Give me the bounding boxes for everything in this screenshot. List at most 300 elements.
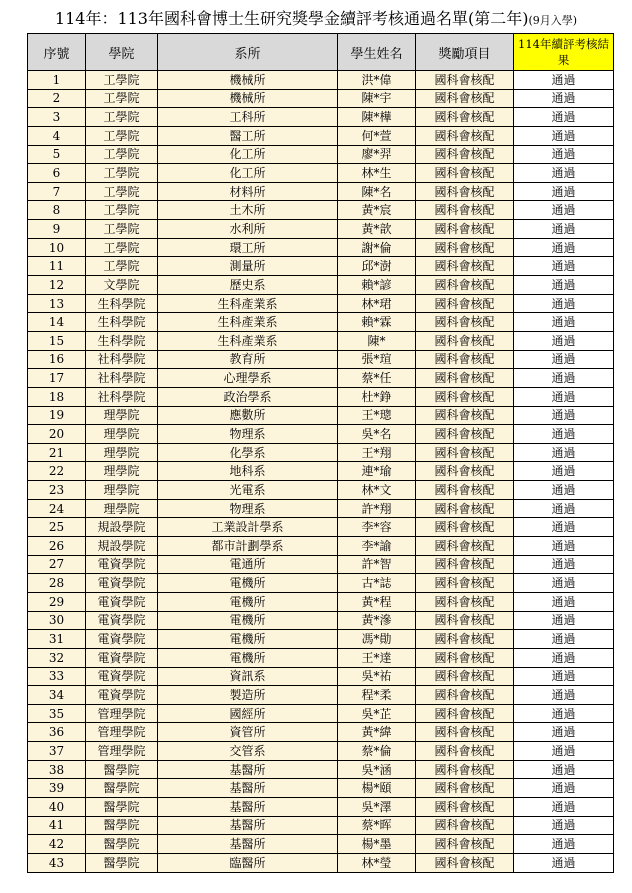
cell-no: 31 <box>28 630 86 649</box>
table-row <box>28 499 614 518</box>
cell-award: 國科會核配 <box>416 238 514 257</box>
cell-award: 國科會核配 <box>416 835 514 854</box>
cell-result: 通過 <box>514 574 614 593</box>
cell-no: 27 <box>28 555 86 574</box>
cell-college: 工學院 <box>86 238 158 257</box>
cell-award: 國科會核配 <box>416 443 514 462</box>
cell-dept: 生科產業系 <box>158 331 338 350</box>
cell-award: 國科會核配 <box>416 387 514 406</box>
cell-award: 國科會核配 <box>416 276 514 295</box>
cell-dept: 電機所 <box>158 630 338 649</box>
cell-award: 國科會核配 <box>416 406 514 425</box>
cell-no: 22 <box>28 462 86 481</box>
table-row <box>28 760 614 779</box>
table-row <box>28 369 614 388</box>
cell-result: 通過 <box>514 742 614 761</box>
cell-result: 通過 <box>514 331 614 350</box>
cell-result: 通過 <box>514 797 614 816</box>
table-row <box>28 518 614 537</box>
cell-dept: 化工所 <box>158 145 338 164</box>
table-row <box>28 294 614 313</box>
cell-college: 工學院 <box>86 108 158 127</box>
table-row <box>28 425 614 444</box>
cell-college: 工學院 <box>86 220 158 239</box>
cell-no: 35 <box>28 704 86 723</box>
cell-name: 林*文 <box>338 481 416 500</box>
cell-award: 國科會核配 <box>416 126 514 145</box>
table-row <box>28 182 614 201</box>
cell-result: 通過 <box>514 257 614 276</box>
cell-no: 2 <box>28 89 86 108</box>
cell-award: 國科會核配 <box>416 592 514 611</box>
cell-name: 林*珺 <box>338 294 416 313</box>
cell-college: 電資學院 <box>86 555 158 574</box>
cell-award: 國科會核配 <box>416 331 514 350</box>
cell-name: 張*瑄 <box>338 350 416 369</box>
cell-name: 林*瑩 <box>338 853 416 872</box>
cell-result: 通過 <box>514 387 614 406</box>
cell-result: 通過 <box>514 220 614 239</box>
cell-no: 17 <box>28 369 86 388</box>
table-row <box>28 406 614 425</box>
cell-name: 吳*芷 <box>338 704 416 723</box>
cell-college: 生科學院 <box>86 313 158 332</box>
cell-name: 林*生 <box>338 164 416 183</box>
cell-college: 醫學院 <box>86 816 158 835</box>
results-table <box>27 33 614 873</box>
cell-no: 42 <box>28 835 86 854</box>
cell-no: 13 <box>28 294 86 313</box>
header-no: 序號 <box>28 34 86 71</box>
cell-no: 20 <box>28 425 86 444</box>
header-name: 學生姓名 <box>338 34 416 71</box>
cell-dept: 基醫所 <box>158 779 338 798</box>
cell-no: 14 <box>28 313 86 332</box>
cell-no: 23 <box>28 481 86 500</box>
cell-award: 國科會核配 <box>416 611 514 630</box>
cell-dept: 材料所 <box>158 182 338 201</box>
table-row <box>28 108 614 127</box>
cell-no: 28 <box>28 574 86 593</box>
table-row <box>28 667 614 686</box>
cell-no: 36 <box>28 723 86 742</box>
cell-college: 規設學院 <box>86 537 158 556</box>
cell-name: 蔡*倫 <box>338 742 416 761</box>
cell-award: 國科會核配 <box>416 220 514 239</box>
cell-college: 理學院 <box>86 425 158 444</box>
table-row <box>28 797 614 816</box>
cell-no: 6 <box>28 164 86 183</box>
cell-dept: 基醫所 <box>158 816 338 835</box>
table-row <box>28 742 614 761</box>
cell-dept: 都市計劃學系 <box>158 537 338 556</box>
table-row <box>28 592 614 611</box>
cell-college: 電資學院 <box>86 667 158 686</box>
cell-dept: 工業設計學系 <box>158 518 338 537</box>
cell-dept: 光電系 <box>158 481 338 500</box>
cell-result: 通過 <box>514 406 614 425</box>
cell-award: 國科會核配 <box>416 779 514 798</box>
cell-dept: 教育所 <box>158 350 338 369</box>
cell-college: 社科學院 <box>86 350 158 369</box>
cell-no: 39 <box>28 779 86 798</box>
cell-award: 國科會核配 <box>416 350 514 369</box>
cell-result: 通過 <box>514 369 614 388</box>
cell-college: 規設學院 <box>86 518 158 537</box>
table-row <box>28 630 614 649</box>
cell-no: 1 <box>28 71 86 90</box>
cell-result: 通過 <box>514 835 614 854</box>
cell-dept: 基醫所 <box>158 760 338 779</box>
title-note: (9月入學) <box>528 14 578 27</box>
cell-award: 國科會核配 <box>416 145 514 164</box>
cell-dept: 環工所 <box>158 238 338 257</box>
cell-result: 通過 <box>514 145 614 164</box>
cell-award: 國科會核配 <box>416 686 514 705</box>
cell-college: 電資學院 <box>86 611 158 630</box>
cell-name: 李*諭 <box>338 537 416 556</box>
cell-no: 25 <box>28 518 86 537</box>
cell-name: 楊*墨 <box>338 835 416 854</box>
cell-dept: 機械所 <box>158 71 338 90</box>
cell-dept: 物理系 <box>158 499 338 518</box>
table-row <box>28 350 614 369</box>
cell-college: 醫學院 <box>86 779 158 798</box>
cell-name: 邱*澍 <box>338 257 416 276</box>
table-row <box>28 443 614 462</box>
cell-no: 10 <box>28 238 86 257</box>
cell-college: 管理學院 <box>86 742 158 761</box>
cell-result: 通過 <box>514 816 614 835</box>
cell-award: 國科會核配 <box>416 704 514 723</box>
cell-result: 通過 <box>514 630 614 649</box>
cell-result: 通過 <box>514 425 614 444</box>
header-dept: 系所 <box>158 34 338 71</box>
cell-college: 醫學院 <box>86 797 158 816</box>
cell-dept: 心理學系 <box>158 369 338 388</box>
cell-result: 通過 <box>514 313 614 332</box>
cell-result: 通過 <box>514 667 614 686</box>
cell-college: 電資學院 <box>86 630 158 649</box>
cell-dept: 物理系 <box>158 425 338 444</box>
cell-college: 文學院 <box>86 276 158 295</box>
cell-award: 國科會核配 <box>416 537 514 556</box>
cell-dept: 化工所 <box>158 164 338 183</box>
cell-dept: 臨醫所 <box>158 853 338 872</box>
header-college: 學院 <box>86 34 158 71</box>
cell-college: 工學院 <box>86 89 158 108</box>
cell-award: 國科會核配 <box>416 816 514 835</box>
table-row <box>28 686 614 705</box>
cell-award: 國科會核配 <box>416 723 514 742</box>
cell-no: 24 <box>28 499 86 518</box>
table-row <box>28 276 614 295</box>
cell-name: 杜*錚 <box>338 387 416 406</box>
cell-college: 工學院 <box>86 257 158 276</box>
cell-name: 陳* <box>338 331 416 350</box>
cell-award: 國科會核配 <box>416 648 514 667</box>
cell-result: 通過 <box>514 276 614 295</box>
cell-no: 32 <box>28 648 86 667</box>
cell-college: 電資學院 <box>86 648 158 667</box>
cell-college: 生科學院 <box>86 294 158 313</box>
table-row <box>28 611 614 630</box>
cell-name: 陳*宇 <box>338 89 416 108</box>
cell-college: 工學院 <box>86 126 158 145</box>
cell-no: 34 <box>28 686 86 705</box>
cell-no: 37 <box>28 742 86 761</box>
cell-result: 通過 <box>514 723 614 742</box>
table-row <box>28 145 614 164</box>
cell-result: 通過 <box>514 686 614 705</box>
cell-college: 生科學院 <box>86 331 158 350</box>
cell-award: 國科會核配 <box>416 462 514 481</box>
cell-dept: 資管所 <box>158 723 338 742</box>
cell-dept: 醫工所 <box>158 126 338 145</box>
cell-result: 通過 <box>514 71 614 90</box>
cell-result: 通過 <box>514 126 614 145</box>
cell-no: 43 <box>28 853 86 872</box>
table-header <box>28 34 614 71</box>
cell-dept: 化學系 <box>158 443 338 462</box>
cell-college: 工學院 <box>86 182 158 201</box>
cell-result: 通過 <box>514 108 614 127</box>
cell-award: 國科會核配 <box>416 797 514 816</box>
cell-college: 醫學院 <box>86 760 158 779</box>
cell-result: 通過 <box>514 611 614 630</box>
title-main: 114年：113年國科會博士生研究獎學金續評考核通過名單(第二年) <box>54 9 529 28</box>
cell-no: 19 <box>28 406 86 425</box>
cell-award: 國科會核配 <box>416 518 514 537</box>
cell-dept: 國經所 <box>158 704 338 723</box>
cell-dept: 測量所 <box>158 257 338 276</box>
cell-award: 國科會核配 <box>416 182 514 201</box>
cell-no: 4 <box>28 126 86 145</box>
cell-name: 吳*祐 <box>338 667 416 686</box>
cell-name: 黃*歆 <box>338 220 416 239</box>
cell-result: 通過 <box>514 238 614 257</box>
cell-college: 理學院 <box>86 443 158 462</box>
cell-college: 醫學院 <box>86 853 158 872</box>
cell-dept: 基醫所 <box>158 835 338 854</box>
cell-dept: 工科所 <box>158 108 338 127</box>
cell-dept: 應數所 <box>158 406 338 425</box>
cell-dept: 交管系 <box>158 742 338 761</box>
cell-no: 30 <box>28 611 86 630</box>
cell-no: 9 <box>28 220 86 239</box>
table-row <box>28 648 614 667</box>
cell-no: 33 <box>28 667 86 686</box>
cell-dept: 政治學系 <box>158 387 338 406</box>
table-row <box>28 238 614 257</box>
cell-result: 通過 <box>514 89 614 108</box>
cell-name: 程*柔 <box>338 686 416 705</box>
cell-no: 5 <box>28 145 86 164</box>
table-row <box>28 537 614 556</box>
cell-college: 社科學院 <box>86 387 158 406</box>
cell-result: 通過 <box>514 294 614 313</box>
cell-no: 26 <box>28 537 86 556</box>
cell-award: 國科會核配 <box>416 369 514 388</box>
cell-award: 國科會核配 <box>416 89 514 108</box>
table-row <box>28 816 614 835</box>
cell-college: 管理學院 <box>86 704 158 723</box>
cell-award: 國科會核配 <box>416 630 514 649</box>
table-row <box>28 387 614 406</box>
table-row <box>28 201 614 220</box>
cell-result: 通過 <box>514 499 614 518</box>
table-row <box>28 89 614 108</box>
cell-college: 電資學院 <box>86 686 158 705</box>
cell-result: 通過 <box>514 648 614 667</box>
cell-name: 楊*頤 <box>338 779 416 798</box>
cell-result: 通過 <box>514 481 614 500</box>
cell-award: 國科會核配 <box>416 742 514 761</box>
cell-dept: 基醫所 <box>158 797 338 816</box>
cell-no: 29 <box>28 592 86 611</box>
cell-name: 廖*羿 <box>338 145 416 164</box>
table-row <box>28 257 614 276</box>
cell-dept: 水利所 <box>158 220 338 239</box>
page-title <box>0 6 632 29</box>
cell-award: 國科會核配 <box>416 71 514 90</box>
cell-award: 國科會核配 <box>416 201 514 220</box>
cell-name: 黃*程 <box>338 592 416 611</box>
cell-award: 國科會核配 <box>416 499 514 518</box>
table-row <box>28 723 614 742</box>
cell-name: 陳*名 <box>338 182 416 201</box>
cell-no: 21 <box>28 443 86 462</box>
cell-no: 38 <box>28 760 86 779</box>
cell-result: 通過 <box>514 704 614 723</box>
cell-dept: 地科系 <box>158 462 338 481</box>
cell-name: 吳*澤 <box>338 797 416 816</box>
cell-name: 蔡*晖 <box>338 816 416 835</box>
cell-no: 18 <box>28 387 86 406</box>
table-row <box>28 331 614 350</box>
table-row <box>28 853 614 872</box>
cell-dept: 電機所 <box>158 574 338 593</box>
cell-dept: 電機所 <box>158 648 338 667</box>
cell-name: 黃*滲 <box>338 611 416 630</box>
table-row <box>28 574 614 593</box>
cell-name: 李*容 <box>338 518 416 537</box>
cell-college: 理學院 <box>86 462 158 481</box>
cell-result: 通過 <box>514 537 614 556</box>
cell-award: 國科會核配 <box>416 425 514 444</box>
cell-dept: 歷史系 <box>158 276 338 295</box>
cell-name: 吳*名 <box>338 425 416 444</box>
table-row <box>28 462 614 481</box>
table-row <box>28 779 614 798</box>
table-row <box>28 71 614 90</box>
cell-dept: 土木所 <box>158 201 338 220</box>
cell-college: 管理學院 <box>86 723 158 742</box>
cell-award: 國科會核配 <box>416 555 514 574</box>
cell-result: 通過 <box>514 350 614 369</box>
cell-dept: 電通所 <box>158 555 338 574</box>
cell-award: 國科會核配 <box>416 257 514 276</box>
table-row <box>28 704 614 723</box>
cell-name: 馮*勛 <box>338 630 416 649</box>
cell-name: 陳*樺 <box>338 108 416 127</box>
cell-name: 謝*倫 <box>338 238 416 257</box>
cell-name: 黃*緯 <box>338 723 416 742</box>
cell-dept: 生科產業系 <box>158 313 338 332</box>
cell-dept: 製造所 <box>158 686 338 705</box>
cell-name: 許*智 <box>338 555 416 574</box>
table-row <box>28 313 614 332</box>
cell-no: 3 <box>28 108 86 127</box>
cell-no: 12 <box>28 276 86 295</box>
cell-result: 通過 <box>514 779 614 798</box>
cell-result: 通過 <box>514 592 614 611</box>
table-row <box>28 481 614 500</box>
cell-no: 41 <box>28 816 86 835</box>
cell-award: 國科會核配 <box>416 294 514 313</box>
cell-no: 15 <box>28 331 86 350</box>
cell-dept: 生科產業系 <box>158 294 338 313</box>
cell-award: 國科會核配 <box>416 481 514 500</box>
cell-no: 8 <box>28 201 86 220</box>
cell-name: 連*瑜 <box>338 462 416 481</box>
cell-no: 7 <box>28 182 86 201</box>
cell-name: 王*達 <box>338 648 416 667</box>
cell-result: 通過 <box>514 518 614 537</box>
cell-no: 40 <box>28 797 86 816</box>
cell-award: 國科會核配 <box>416 760 514 779</box>
table-body <box>28 71 614 873</box>
cell-award: 國科會核配 <box>416 853 514 872</box>
cell-college: 理學院 <box>86 406 158 425</box>
cell-college: 電資學院 <box>86 574 158 593</box>
cell-result: 通過 <box>514 201 614 220</box>
cell-name: 蔡*任 <box>338 369 416 388</box>
cell-name: 賴*諺 <box>338 276 416 295</box>
cell-college: 理學院 <box>86 481 158 500</box>
cell-college: 工學院 <box>86 164 158 183</box>
cell-result: 通過 <box>514 182 614 201</box>
cell-dept: 電機所 <box>158 611 338 630</box>
cell-name: 賴*霖 <box>338 313 416 332</box>
cell-no: 16 <box>28 350 86 369</box>
cell-name: 王*翔 <box>338 443 416 462</box>
cell-result: 通過 <box>514 853 614 872</box>
cell-result: 通過 <box>514 462 614 481</box>
table-row <box>28 164 614 183</box>
cell-name: 王*璁 <box>338 406 416 425</box>
cell-result: 通過 <box>514 164 614 183</box>
table-row <box>28 555 614 574</box>
cell-college: 理學院 <box>86 499 158 518</box>
cell-college: 工學院 <box>86 71 158 90</box>
cell-award: 國科會核配 <box>416 574 514 593</box>
cell-dept: 資訊系 <box>158 667 338 686</box>
cell-name: 吳*涵 <box>338 760 416 779</box>
header-award: 獎勵項目 <box>416 34 514 71</box>
cell-no: 11 <box>28 257 86 276</box>
cell-award: 國科會核配 <box>416 313 514 332</box>
cell-college: 工學院 <box>86 145 158 164</box>
cell-college: 社科學院 <box>86 369 158 388</box>
table-row <box>28 835 614 854</box>
cell-name: 洪*偉 <box>338 71 416 90</box>
cell-name: 古*誌 <box>338 574 416 593</box>
cell-award: 國科會核配 <box>416 108 514 127</box>
cell-college: 電資學院 <box>86 592 158 611</box>
cell-name: 黃*宸 <box>338 201 416 220</box>
cell-result: 通過 <box>514 760 614 779</box>
